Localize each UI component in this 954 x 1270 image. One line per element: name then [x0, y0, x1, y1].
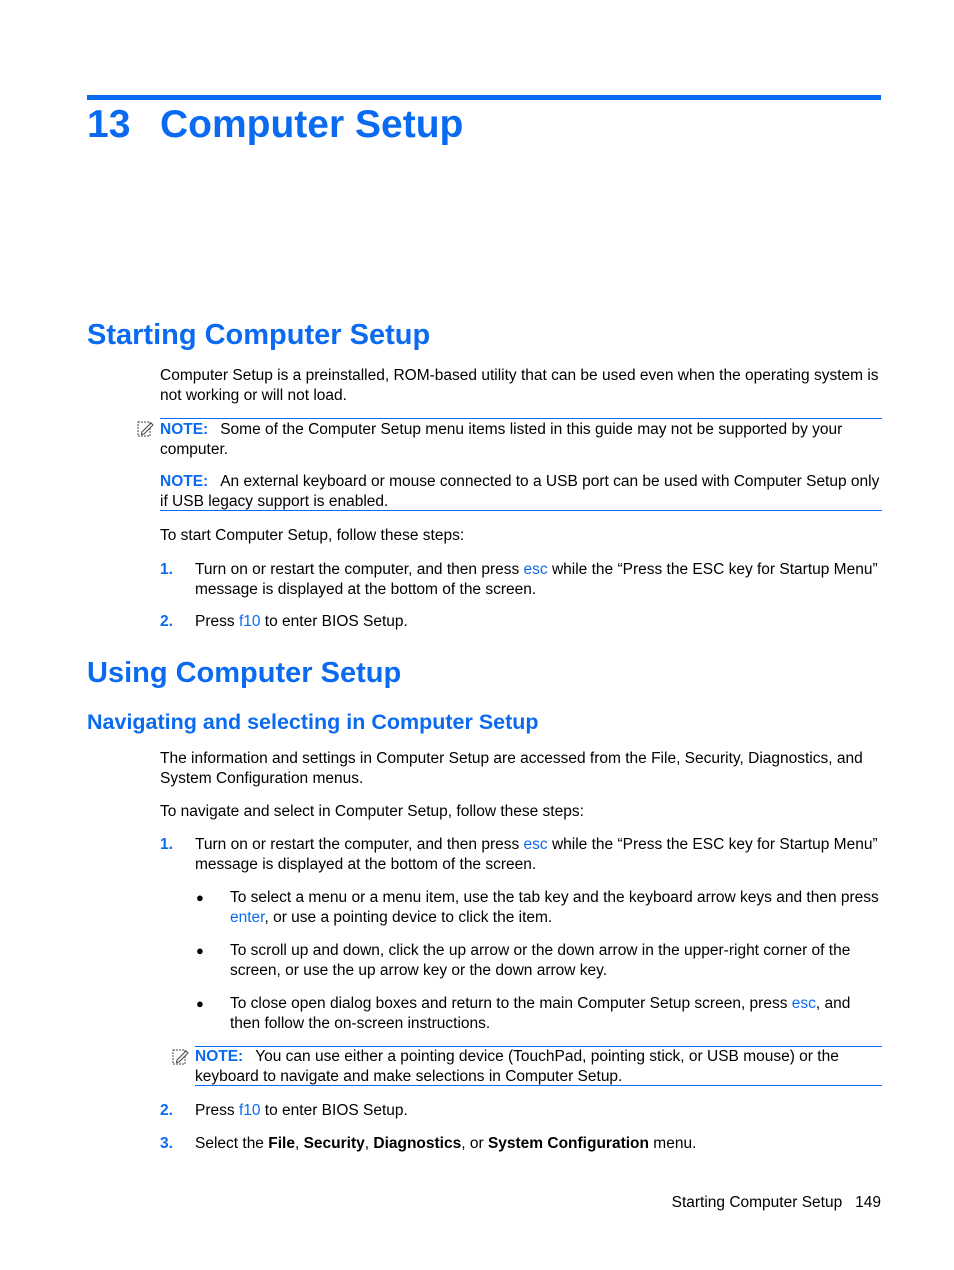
step-text-part: menu.	[648, 1135, 697, 1152]
step-text-part: while the “Press the ESC key for Startup Menu” message is displayed at the bottom of the screen.	[195, 561, 878, 598]
menu-name-file: File	[268, 1135, 295, 1152]
step-text-part: Press	[195, 1102, 239, 1119]
step-text-part: Press	[195, 613, 239, 630]
note-bottom-rule	[195, 1085, 882, 1086]
chapter-number: 13	[87, 103, 131, 146]
note-text: Some of the Computer Setup menu items listed in this guide may not be supported by your computer.	[160, 421, 843, 458]
step-number: 3.	[160, 1135, 173, 1152]
step-text-part: to enter BIOS Setup.	[260, 613, 408, 630]
step-text	[195, 1134, 882, 1154]
note-bottom-rule	[160, 510, 882, 511]
note-text: An external keyboard or mouse connected to a USB port can be used with Computer Setup only if USB legacy support is enabled.	[160, 473, 880, 510]
note-top-rule	[160, 418, 882, 419]
note-text: You can use either a pointing device (TouchPad, pointing stick, or USB mouse) or the keyboard to navigate and make selections in Computer Setup.	[195, 1048, 839, 1085]
note-label: NOTE:	[160, 421, 209, 438]
footer-section: Starting Computer Setup	[671, 1194, 843, 1211]
key-f10: f10	[238, 1102, 261, 1119]
step-text	[195, 560, 882, 599]
step-text-part: while the “Press the ESC key for Startup Menu” message is displayed at the bottom of the screen.	[195, 836, 878, 873]
step-text-part: , or	[461, 1135, 488, 1152]
using-intro: The information and settings in Computer Setup are accessed from the File, Security, Diagnostics, and System Configuration menus.	[160, 750, 863, 787]
note-pencil-icon	[172, 1048, 189, 1065]
key-enter: enter	[230, 908, 265, 926]
note-1	[160, 420, 882, 459]
note-pencil-icon	[137, 420, 154, 437]
step-text-part: ,	[294, 1135, 304, 1152]
bullet-text-part: To select a menu or a menu item, use the tab key and the keyboard arrow keys and then press	[230, 889, 879, 906]
step-text-part: Turn on or restart the computer, and then press	[195, 836, 524, 853]
step-text	[195, 1101, 882, 1121]
key-esc: esc	[523, 836, 548, 853]
bullet-item	[230, 888, 882, 927]
note-3	[195, 1047, 882, 1086]
step-number: 1.	[160, 561, 173, 578]
bullet-text-part: , or use a pointing device to click the item.	[264, 908, 553, 926]
bullet-dot: ●	[196, 943, 204, 958]
step-number: 2.	[160, 613, 173, 630]
key-esc: esc	[791, 995, 816, 1012]
bullet-text-part: , and then follow the on-screen instructions.	[230, 995, 851, 1032]
step-text-part: ,	[364, 1135, 374, 1152]
step-text-part: Turn on or restart the computer, and then press	[195, 561, 524, 578]
bullet-item	[230, 994, 882, 1033]
step-text	[195, 612, 882, 632]
step-text-part: Select the	[195, 1135, 269, 1152]
menu-name-diagnostics: Diagnostics	[373, 1135, 462, 1152]
subsection-heading-navigating: Navigating and selecting in Computer Setup	[87, 710, 539, 734]
page-footer	[560, 1193, 881, 1213]
chapter-rule	[87, 95, 881, 100]
page-number: 149	[855, 1194, 881, 1211]
step-text	[195, 835, 882, 874]
bullet-dot: ●	[196, 890, 204, 905]
using-lead: To navigate and select in Computer Setup, follow these steps:	[160, 803, 584, 820]
chapter-title	[87, 101, 463, 149]
step-text-part: to enter BIOS Setup.	[260, 1102, 408, 1119]
note-2	[160, 472, 882, 511]
menu-name-security: Security	[303, 1135, 365, 1152]
step-number: 2.	[160, 1102, 173, 1119]
chapter-title-text: Computer Setup	[160, 103, 464, 146]
section-heading-starting: Starting Computer Setup	[87, 319, 431, 351]
menu-name-system-configuration: System Configuration	[487, 1135, 649, 1152]
note-label: NOTE:	[160, 473, 209, 490]
step-number: 1.	[160, 836, 173, 853]
bullet-item: To scroll up and down, click the up arrow or the down arrow in the upper-right corner of the screen, or use the up arrow key or the down arrow key.	[230, 942, 851, 979]
section-heading-using: Using Computer Setup	[87, 657, 402, 689]
starting-intro: Computer Setup is a preinstalled, ROM-based utility that can be used even when the operating system is not working or will not load.	[160, 367, 879, 404]
key-f10: f10	[238, 613, 261, 630]
note-label: NOTE:	[195, 1048, 244, 1065]
bullet-dot: ●	[196, 996, 204, 1011]
starting-lead: To start Computer Setup, follow these steps:	[160, 527, 465, 544]
bullet-text-part: To close open dialog boxes and return to the main Computer Setup screen, press	[230, 995, 792, 1012]
key-esc: esc	[523, 561, 548, 578]
